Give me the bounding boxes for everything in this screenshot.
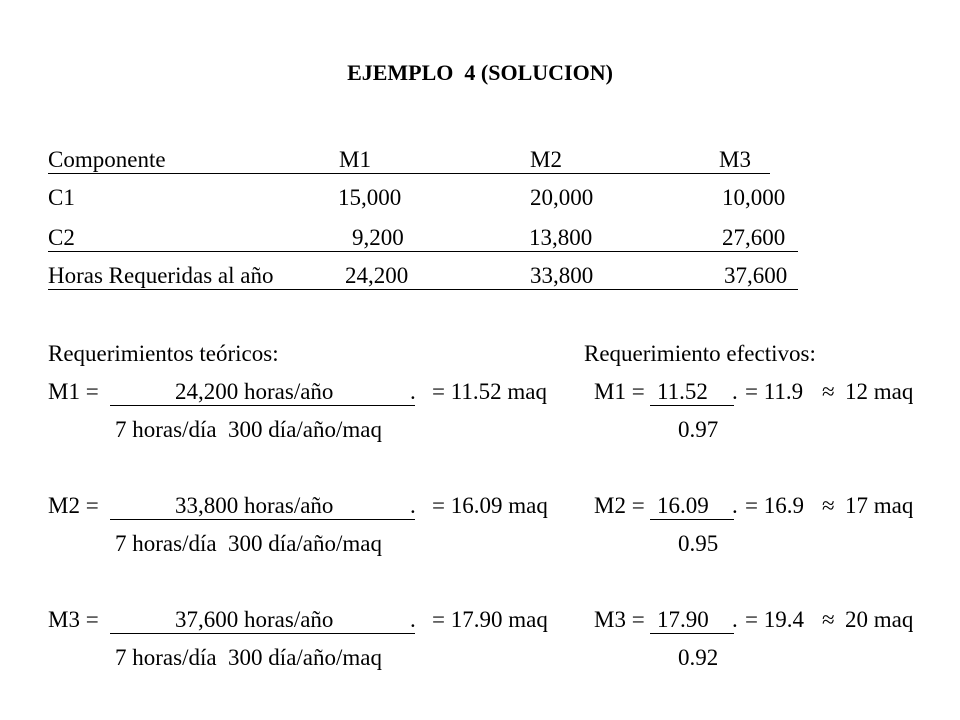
cell-m3: 10,000 [722,185,786,210]
calc-denominator: 7 horas/día 300 día/año/maq [115,645,382,670]
eff-denominator: 0.95 [678,531,719,556]
approx-symbol: ≈ [822,493,835,518]
calc-lhs: M2 = [48,493,99,518]
calc-dot: . [410,493,416,518]
eff-numerator: 16.09 [657,493,709,518]
fraction-bar [650,633,734,634]
eff-dot: . [732,379,738,404]
calc-lhs: M3 = [48,607,99,632]
row-underline [48,289,798,290]
eff-dot: . [732,607,738,632]
eff-rounded: 20 maq [845,607,914,632]
calc-denominator: 7 horas/día 300 día/año/maq [115,417,382,442]
row-label: C1 [48,185,75,210]
eff-numerator: 17.90 [657,607,709,632]
eff-lhs: M1 = [594,379,645,404]
header-m3: M3 [719,147,751,172]
eff-rounded: 12 maq [845,379,914,404]
header-m2: M2 [530,147,562,172]
approx-symbol: ≈ [822,379,835,404]
calc-dot: . [410,607,416,632]
effective-heading: Requerimiento efectivos: [584,341,816,366]
cell-m2: 13,800 [529,225,593,250]
slide-title: EJEMPLO 4 (SOLUCION) [347,60,613,85]
cell-m2: 20,000 [530,185,594,210]
row-underline [48,251,798,252]
fraction-bar [110,405,415,406]
theoretical-heading: Requerimientos teóricos: [48,341,279,366]
header-underline [48,173,770,174]
cell-m2: 33,800 [530,263,594,288]
cell-m1: 9,200 [352,225,404,250]
cell-m3: 27,600 [722,225,786,250]
fraction-bar [650,405,734,406]
row-label: C2 [48,225,75,250]
cell-m3: 37,600 [724,263,788,288]
calc-result: = 11.52 maq [432,379,547,404]
approx-symbol: ≈ [822,607,835,632]
header-m1: M1 [339,147,371,172]
calc-result: = 17.90 maq [432,607,548,632]
eff-rounded: 17 maq [845,493,914,518]
eff-denominator: 0.92 [678,645,719,670]
fraction-bar [110,519,415,520]
eff-result: = 11.9 [745,379,804,404]
header-componente: Componente [48,147,166,172]
eff-dot: . [732,493,738,518]
eff-result: = 16.9 [745,493,804,518]
calc-dot: . [410,379,416,404]
calc-denominator: 7 horas/día 300 día/año/maq [115,531,382,556]
eff-result: = 19.4 [745,607,804,632]
calc-numerator: 37,600 horas/año [175,607,334,632]
calc-numerator: 33,800 horas/año [175,493,334,518]
eff-numerator: 11.52 [657,379,708,404]
calc-result: = 16.09 maq [432,493,548,518]
eff-denominator: 0.97 [678,417,719,442]
cell-m1: 24,200 [345,263,409,288]
eff-lhs: M3 = [594,607,645,632]
eff-lhs: M2 = [594,493,645,518]
cell-m1: 15,000 [338,185,402,210]
calc-lhs: M1 = [48,379,99,404]
row-label: Horas Requeridas al año [48,263,274,288]
fraction-bar [650,519,734,520]
calc-numerator: 24,200 horas/año [175,379,334,404]
fraction-bar [110,633,415,634]
